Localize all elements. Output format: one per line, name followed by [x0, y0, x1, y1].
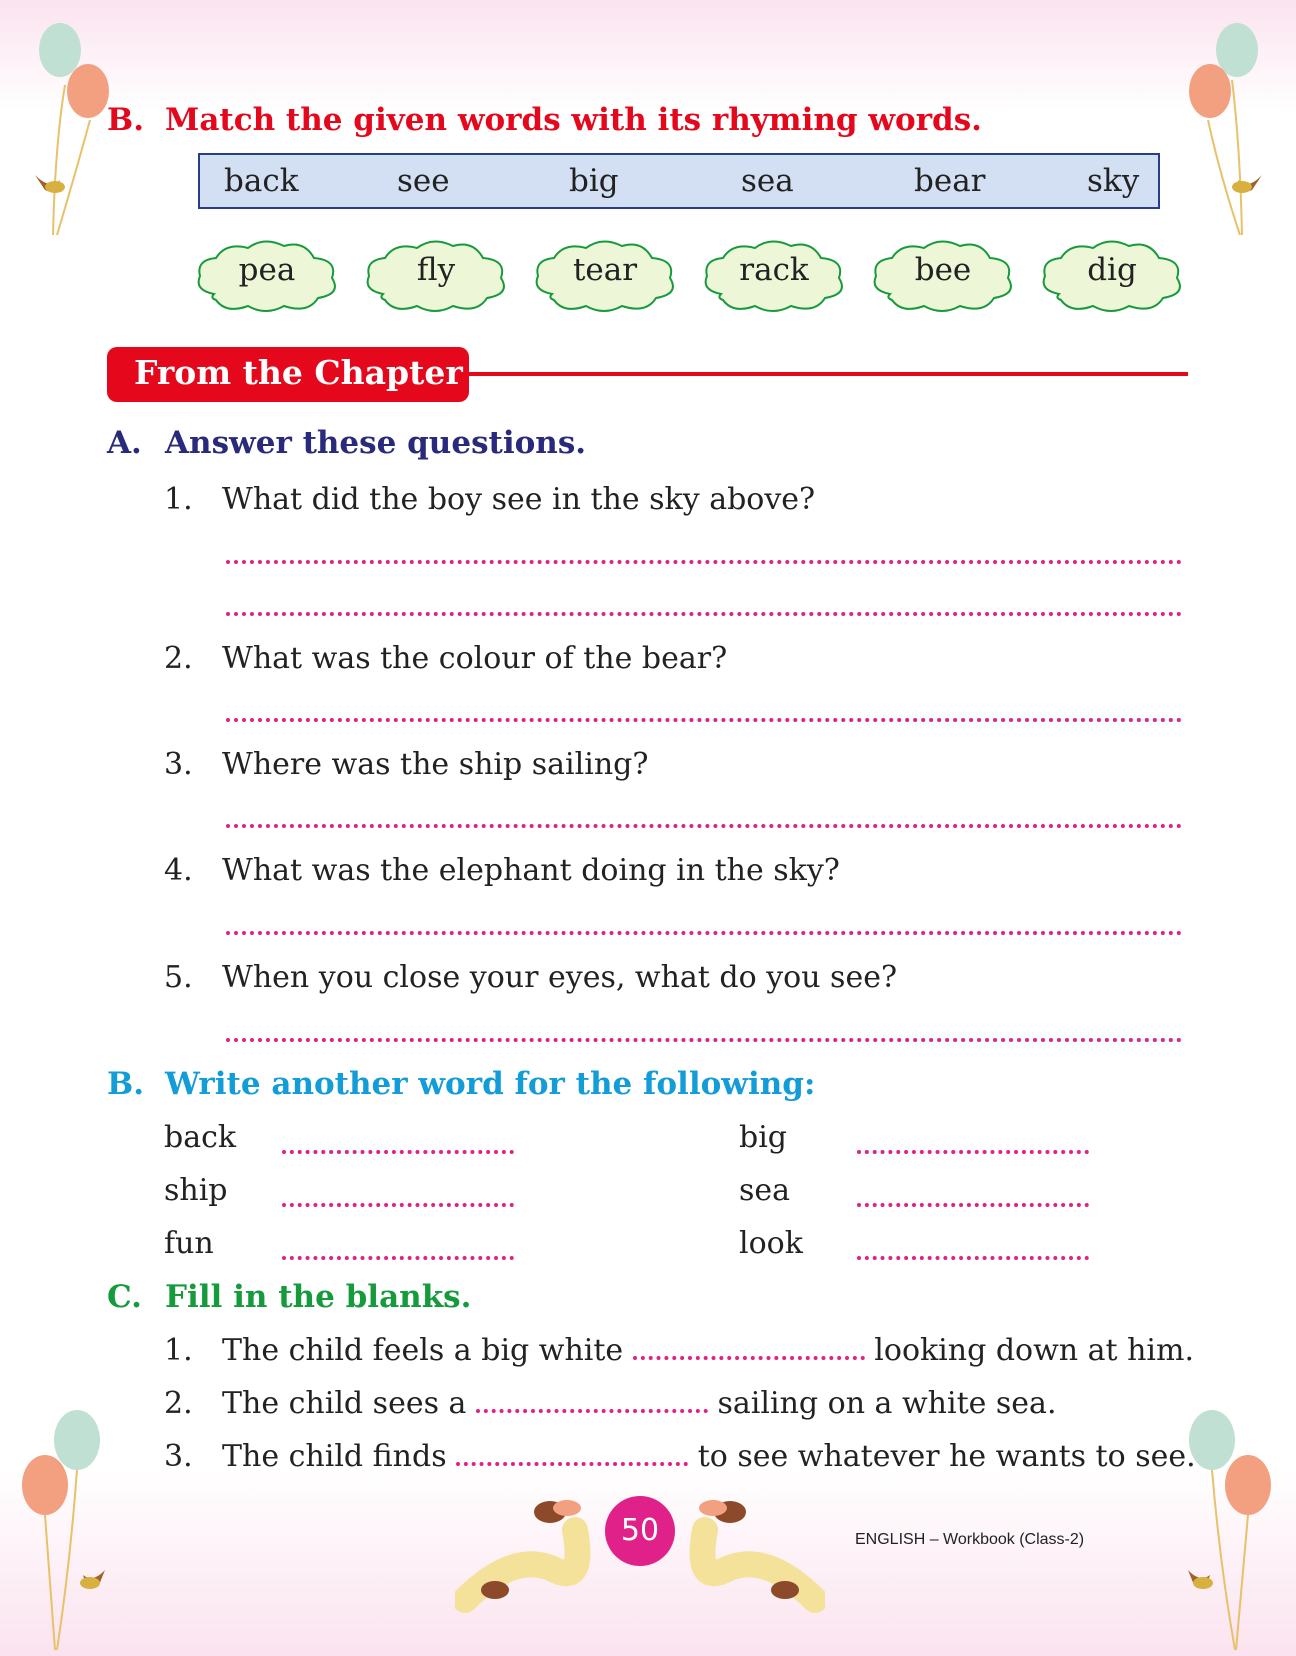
blank-sentence-after: to see whatever he wants to see.	[697, 1439, 1196, 1474]
question-number: 5.	[164, 960, 193, 995]
blank-sentence-before: The child sees a	[222, 1386, 467, 1421]
rhyme-cloud	[868, 236, 1018, 316]
word-blank[interactable]	[857, 1120, 1089, 1154]
word-blank[interactable]	[282, 1226, 514, 1260]
question-text: When you close your eyes, what do you see?	[222, 960, 898, 995]
rhyme-word: sea	[741, 163, 794, 199]
another-word-heading	[107, 1066, 815, 1102]
question-number: 3.	[164, 747, 193, 782]
blank-sentence	[222, 1439, 1196, 1474]
rhyme-cloud-word: bee	[914, 252, 972, 288]
blank-sentence	[222, 1333, 1194, 1368]
word-label: fun	[164, 1226, 214, 1261]
question-number: 1.	[164, 482, 193, 517]
fill-blank[interactable]	[476, 1409, 708, 1413]
chapter-banner-label: From the Chapter	[134, 353, 463, 392]
word-blank[interactable]	[282, 1120, 514, 1154]
book-footer: ENGLISH – Workbook (Class-2)	[855, 1531, 1085, 1548]
fill-blanks-letter: C.	[107, 1279, 142, 1315]
rhyme-section-heading	[107, 102, 982, 138]
rhyme-cloud-word: dig	[1087, 252, 1137, 288]
question-text: What was the colour of the bear?	[222, 641, 728, 676]
rhyme-cloud-word: tear	[572, 252, 638, 288]
question-text: What was the elephant doing in the sky?	[222, 853, 840, 888]
blank-sentence-before: The child feels a big white	[222, 1333, 624, 1368]
answer-line[interactable]	[226, 612, 1182, 616]
word-label: big	[739, 1120, 788, 1155]
rhyme-word: big	[569, 163, 619, 199]
blank-number: 1.	[164, 1333, 193, 1368]
question-text: Where was the ship sailing?	[222, 747, 649, 782]
word-label: look	[739, 1226, 803, 1261]
question-text: What did the boy see in the sky above?	[222, 482, 816, 517]
answer-line[interactable]	[226, 1038, 1182, 1042]
rhyme-word: see	[397, 163, 450, 199]
answer-section-heading	[107, 425, 586, 461]
blank-number: 3.	[164, 1439, 193, 1474]
rhyme-word-box	[198, 153, 1160, 209]
rhyme-cloud	[361, 236, 511, 316]
rhyme-cloud	[192, 236, 342, 316]
balloons-top-right-decoration	[1170, 15, 1280, 245]
chapter-banner	[107, 347, 469, 402]
blank-sentence-before: The child finds	[222, 1439, 447, 1474]
rhyme-word: bear	[914, 163, 986, 199]
banner-divider	[468, 372, 1188, 376]
question-number: 2.	[164, 641, 193, 676]
rhyme-cloud-word: pea	[238, 252, 296, 288]
blank-sentence-after: looking down at him.	[874, 1333, 1195, 1368]
answer-line[interactable]	[226, 560, 1182, 564]
word-label: back	[164, 1120, 237, 1155]
rhyme-section-letter: B.	[107, 102, 144, 138]
answer-line[interactable]	[226, 824, 1182, 828]
blank-sentence-after: sailing on a white sea.	[717, 1386, 1057, 1421]
answer-line[interactable]	[226, 931, 1182, 935]
rhyme-word: back	[224, 163, 299, 199]
answer-line[interactable]	[226, 718, 1182, 722]
answer-section-letter: A.	[107, 425, 142, 461]
rhyme-section-title: Match the given words with its rhyming words.	[165, 102, 982, 138]
rhyme-cloud	[530, 236, 680, 316]
fill-blanks-heading	[107, 1279, 471, 1315]
word-blank[interactable]	[857, 1226, 1089, 1260]
rhyme-cloud	[1037, 236, 1187, 316]
balloons-bottom-left-decoration	[15, 1405, 125, 1655]
fill-blanks-title: Fill in the blanks.	[165, 1279, 472, 1315]
question-number: 4.	[164, 853, 193, 888]
rhyme-cloud	[699, 236, 849, 316]
page-number: 50	[605, 1496, 675, 1566]
rhyme-word: sky	[1087, 163, 1140, 199]
rhyme-cloud-word: fly	[416, 252, 456, 288]
another-word-letter: B.	[107, 1066, 144, 1102]
word-label: ship	[164, 1173, 228, 1208]
word-label: sea	[739, 1173, 791, 1208]
answer-section-title: Answer these questions.	[165, 425, 587, 461]
another-word-title: Write another word for the following:	[165, 1066, 816, 1102]
blank-number: 2.	[164, 1386, 193, 1421]
word-blank[interactable]	[282, 1173, 514, 1207]
blank-sentence	[222, 1386, 1056, 1421]
word-blank[interactable]	[857, 1173, 1089, 1207]
fill-blank[interactable]	[633, 1356, 865, 1360]
rhyme-cloud-word: rack	[739, 252, 809, 288]
fill-blank[interactable]	[456, 1462, 688, 1466]
